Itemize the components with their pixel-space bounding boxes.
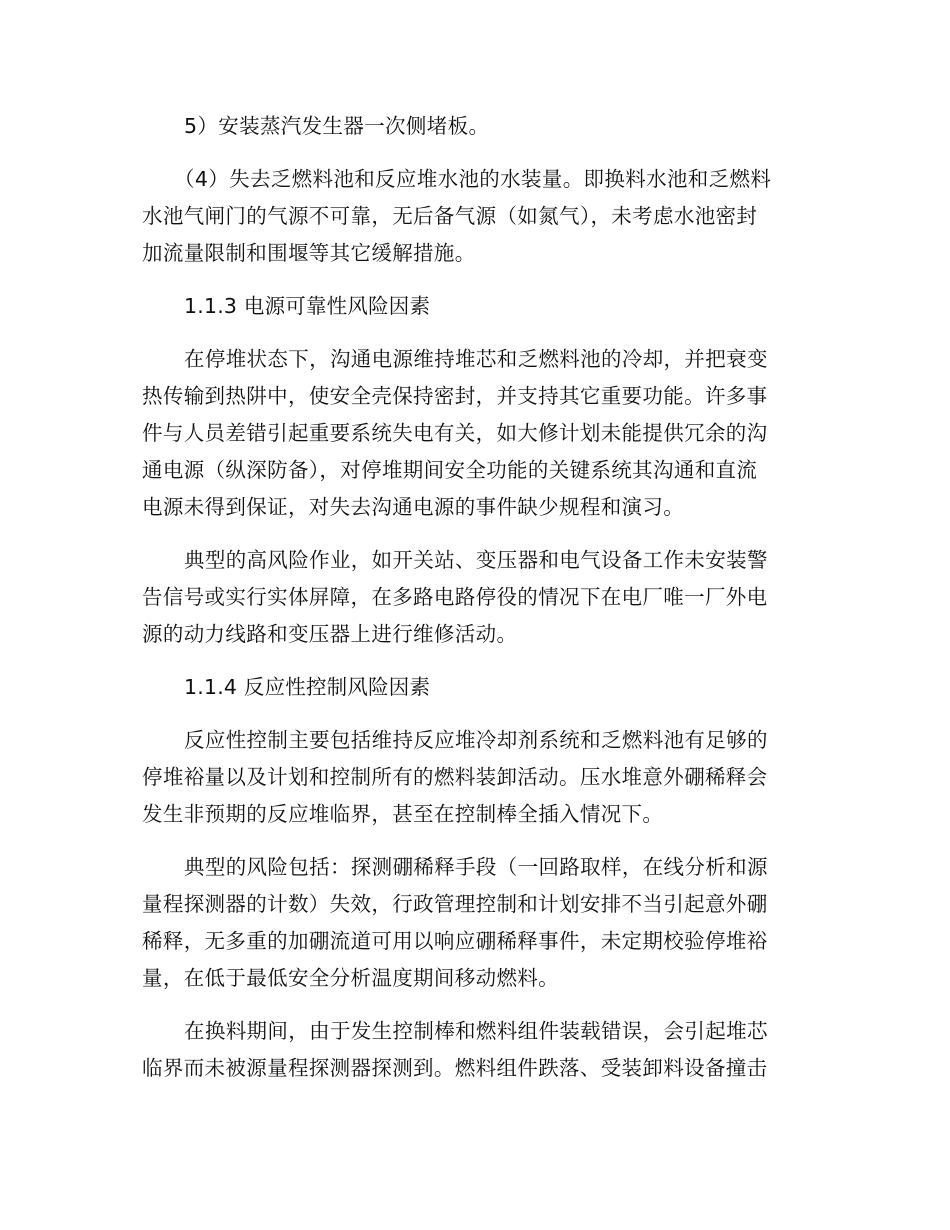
paragraph-line: 电源未得到保证，对失去沟通电源的事件缺少规程和演习。 bbox=[142, 495, 685, 519]
paragraph-line: 水池气闸门的气源不可靠，无后备气源（如氮气），未考虑水池密封 bbox=[142, 204, 758, 228]
paragraph-line: 在停堆状态下，沟通电源维持堆芯和乏燃料池的冷却，并把衰变 bbox=[184, 347, 768, 371]
paragraph-line: 告信号或实行实体屏障，在多路电路停役的情况下在电厂唯一厂外电 bbox=[142, 585, 768, 609]
paragraph-line: 典型的风险包括：探测硼稀释手段（一回路取样，在线分析和源 bbox=[184, 855, 768, 879]
paragraph-line: 源的动力线路和变压器上进行维修活动。 bbox=[142, 622, 518, 646]
section-heading: 1.1.4 反应性控制风险因素 bbox=[184, 675, 431, 699]
paragraph-line: 典型的高风险作业，如开关站、变压器和电气设备工作未安装警 bbox=[184, 548, 768, 572]
paragraph-line: 通电源（纵深防备），对停堆期间安全功能的关键系统其沟通和直流 bbox=[142, 458, 758, 482]
paragraph-line: 稀释，无多重的加硼流道可用以响应硼稀释事件，未定期校验停堆裕 bbox=[142, 929, 768, 953]
paragraph-line: 量，在低于最低安全分析温度期间移动燃料。 bbox=[142, 966, 559, 990]
paragraph-line: 量程探测器的计数）失效，行政管理控制和计划安排不当引起意外硼 bbox=[142, 892, 768, 916]
section-heading: 1.1.3 电源可靠性风险因素 bbox=[184, 294, 431, 318]
paragraph-line: 件与人员差错引起重要系统失电有关，如大修计划未能提供冗余的沟 bbox=[142, 421, 768, 445]
paragraph-line: 发生非预期的反应堆临界，甚至在控制棒全插入情况下。 bbox=[142, 802, 664, 826]
paragraph-line: （4）失去乏燃料池和反应堆水池的水装量。即换料水池和乏燃料 bbox=[174, 167, 772, 191]
list-item-5: 5）安装蒸汽发生器一次侧堵板。 bbox=[184, 114, 490, 138]
paragraph-line: 临界而未被源量程探测器探测到。燃料组件跌落、受装卸料设备撞击 bbox=[142, 1056, 768, 1080]
paragraph-line: 加流量限制和围堰等其它缓解措施。 bbox=[142, 241, 476, 265]
paragraph-line: 反应性控制主要包括维持反应堆冷却剂系统和乏燃料池有足够的 bbox=[184, 728, 768, 752]
paragraph-line: 热传输到热阱中，使安全壳保持密封，并支持其它重要功能。许多事 bbox=[142, 384, 768, 408]
paragraph-line: 停堆裕量以及计划和控制所有的燃料装卸活动。压水堆意外硼稀释会 bbox=[142, 765, 768, 789]
paragraph-line: 在换料期间，由于发生控制棒和燃料组件装载错误，会引起堆芯 bbox=[184, 1019, 768, 1043]
